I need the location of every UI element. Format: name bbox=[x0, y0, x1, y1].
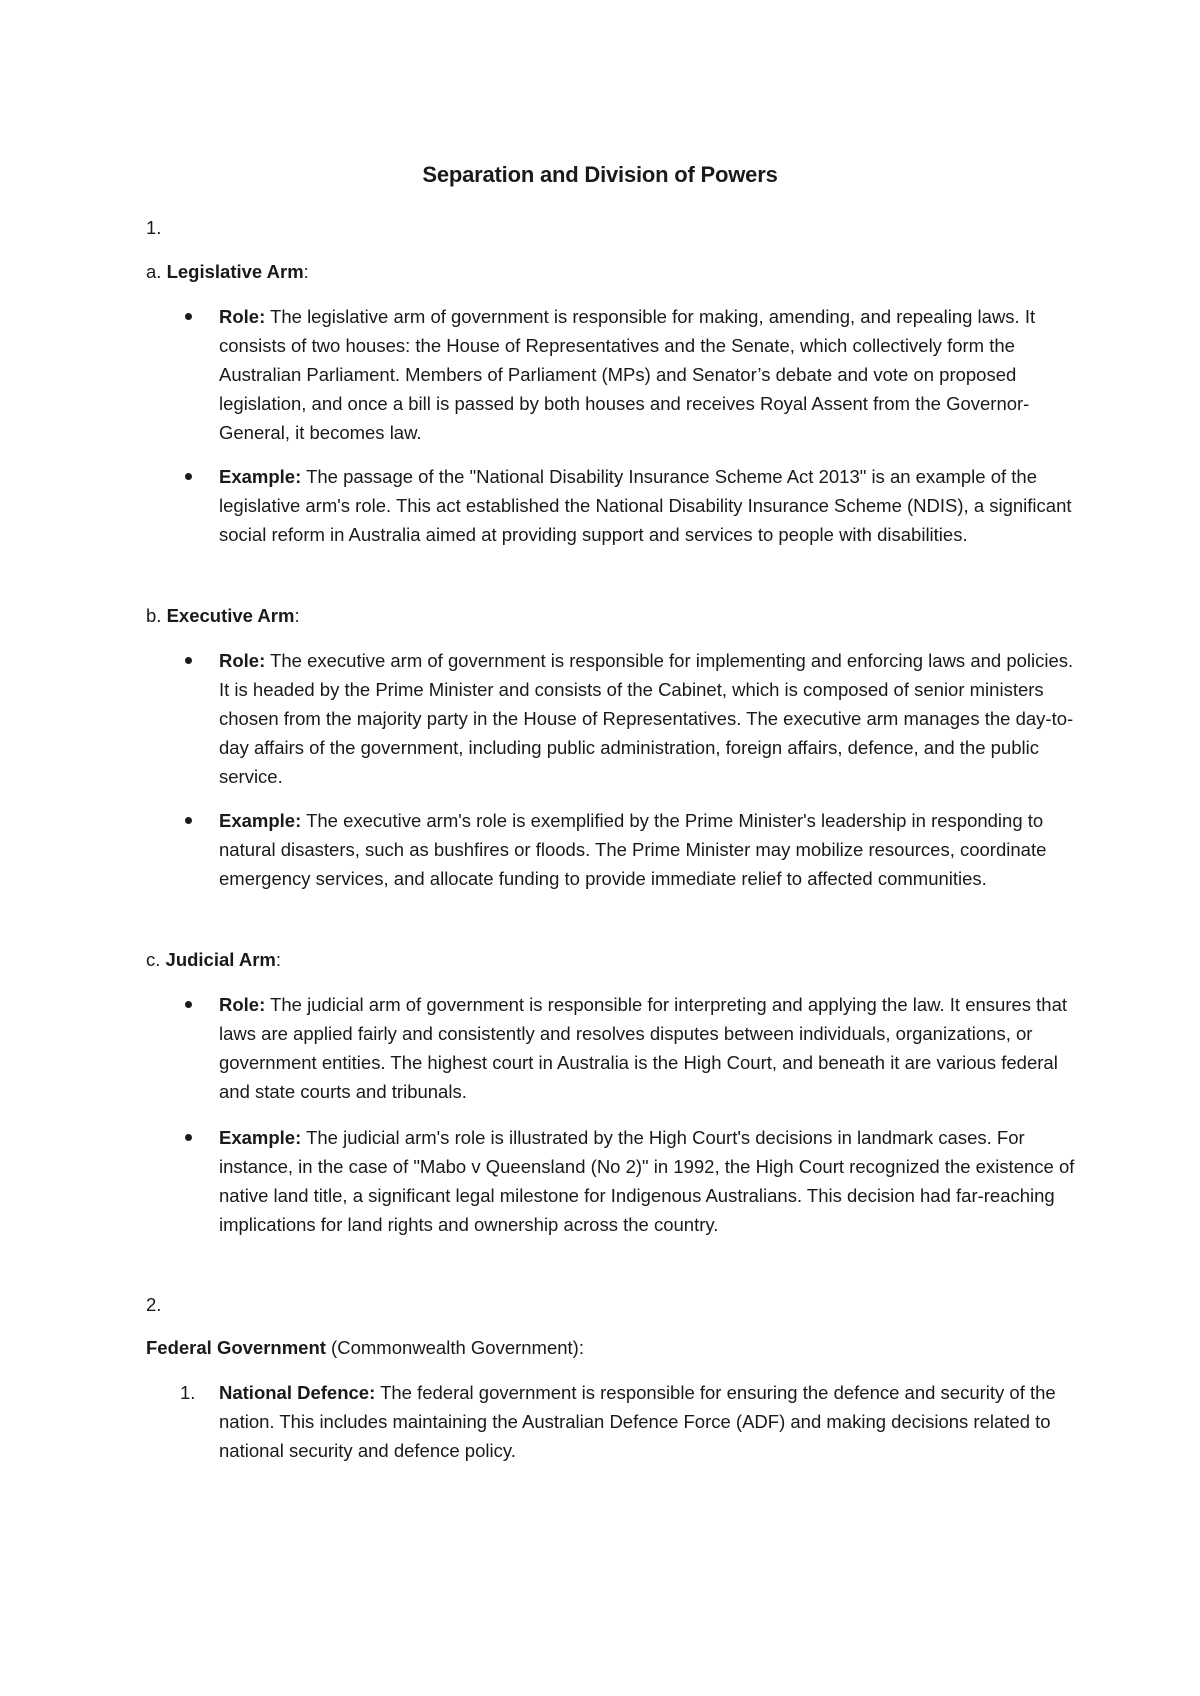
legislative-example bbox=[219, 462, 1079, 549]
judicial-role bbox=[219, 990, 1079, 1106]
legislative-colon: : bbox=[303, 261, 309, 282]
executive-heading-text: Executive Arm bbox=[166, 605, 295, 626]
judicial-role-text: The judicial arm of government is responsible for interpreting and applying the law. It ensures that laws are applied fairly and consistently and resolves disputes between individuals, organizations, or government entities. The highest court in Australia is the High Court, and beneath it are various federal and state courts and tribunals. bbox=[219, 994, 1068, 1102]
federal-item-1-number: 1. bbox=[180, 1382, 196, 1403]
federal-item-1-text: The federal government is responsible for ensuring the defence and security of the nation. This includes maintaining the Australian Defence Force (ADF) and making decisions related to national security and defence policy. bbox=[219, 1382, 1056, 1461]
executive-example bbox=[219, 806, 1079, 893]
bullet-icon bbox=[185, 657, 192, 664]
judicial-heading-text: Judicial Arm bbox=[165, 949, 276, 970]
legislative-role bbox=[219, 302, 1079, 447]
executive-example-label: Example: bbox=[219, 810, 302, 831]
executive-prefix: b. bbox=[146, 605, 167, 626]
legislative-prefix: a. bbox=[146, 261, 167, 282]
bullet-icon bbox=[185, 1134, 192, 1141]
legislative-role-text: The legislative arm of government is responsible for making, amending, and repealing laws. It consists of two houses: the House of Representatives and the Senate, which collectively form the Australian Parliament. Members of Parliament (MPs) and Senator’s debate and vote on proposed legislation, and once a bill is passed by both houses and receives Royal Assent from the Governor-General, it becomes law. bbox=[219, 306, 1036, 443]
section-2-number: 2. bbox=[146, 1294, 162, 1315]
federal-item-1-label: National Defence: bbox=[219, 1382, 376, 1403]
page-title: Separation and Division of Powers bbox=[422, 162, 778, 187]
executive-role-label: Role: bbox=[219, 650, 266, 671]
bullet-icon bbox=[185, 313, 192, 320]
judicial-colon: : bbox=[275, 949, 282, 970]
executive-role bbox=[219, 646, 1079, 791]
legislative-role-label: Role: bbox=[219, 306, 266, 327]
legislative-example-text: The passage of the "National Disability Insurance Scheme Act 2013" is an example of the legislative arm's role. This act established the National Disability Insurance Scheme (NDIS), a significant social reform in Australia aimed at providing support and services to people with disabilities. bbox=[219, 466, 1072, 545]
federal-heading bbox=[146, 1338, 584, 1358]
executive-colon: : bbox=[294, 605, 300, 626]
judicial-example-text: The judicial arm's role is illustrated by the High Court's decisions in landmark cases. For instance, in the case of "Mabo v Queensland (No 2)" in 1992, the High Court recognized the existence of native land title, a significant legal milestone for Indigenous Australians. This decision had far-reaching implications for land rights and ownership across the country. bbox=[219, 1127, 1075, 1235]
judicial-example bbox=[219, 1123, 1079, 1239]
legislative-heading-text: Legislative Arm bbox=[166, 261, 304, 282]
bullet-icon bbox=[185, 817, 192, 824]
bullet-icon bbox=[185, 473, 192, 480]
judicial-prefix: c. bbox=[146, 949, 166, 970]
legislative-example-label: Example: bbox=[219, 466, 302, 487]
legislative-heading bbox=[146, 262, 309, 282]
judicial-role-label: Role: bbox=[219, 994, 266, 1015]
judicial-heading bbox=[146, 950, 281, 970]
executive-heading bbox=[146, 606, 300, 626]
executive-role-text: The executive arm of government is responsible for implementing and enforcing laws and policies. It is headed by the Prime Minister and consists of the Cabinet, which is composed of senior ministers chosen from the majority party in the House of Representatives. The executive arm manages the day-to-day affairs of the government, including public administration, foreign affairs, defence, and the public service. bbox=[219, 650, 1074, 787]
federal-heading-text: Federal Government bbox=[146, 1337, 326, 1358]
federal-subheading: (Commonwealth Government): bbox=[325, 1337, 584, 1358]
executive-example-text: The executive arm's role is exemplified by the Prime Minister's leadership in responding to natural disasters, such as bushfires or floods. The Prime Minister may mobilize resources, coordinate emergency services, and allocate funding to provide immediate relief to affected communities. bbox=[219, 810, 1047, 889]
federal-item-1 bbox=[219, 1378, 1079, 1465]
bullet-icon bbox=[185, 1001, 192, 1008]
section-1-number: 1. bbox=[146, 217, 162, 238]
judicial-example-label: Example: bbox=[219, 1127, 302, 1148]
